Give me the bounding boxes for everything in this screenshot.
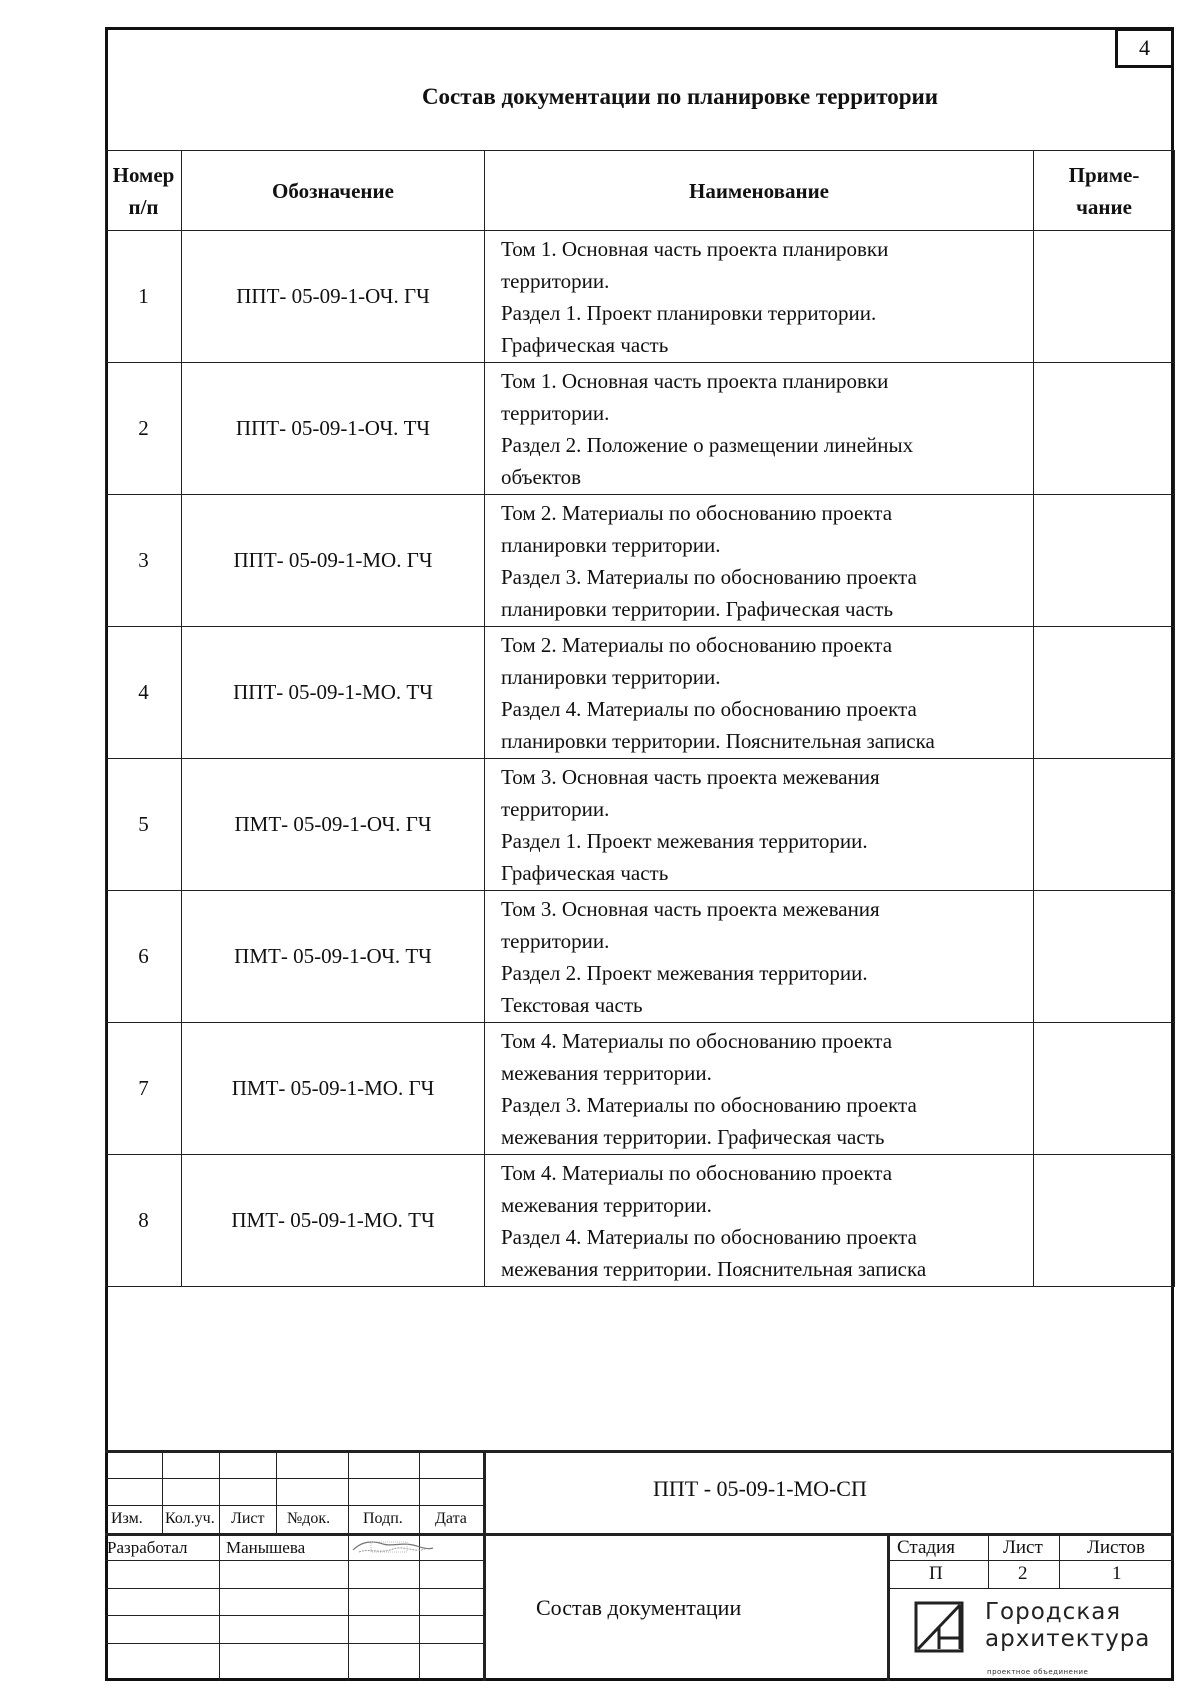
col-list-label: Лист: [231, 1510, 265, 1527]
signature-image: [341, 1536, 441, 1558]
developed-label: Разработал: [107, 1538, 188, 1557]
table-header-row: [106, 151, 1175, 231]
row-name-line: объектов: [501, 465, 582, 489]
col-ndok-label: №док.: [287, 1510, 331, 1527]
row-note: [1034, 759, 1175, 891]
table-row: [106, 891, 1175, 1023]
row-name-line: Том 4. Материалы по обоснованию проекта: [501, 1029, 893, 1053]
row-designation: ППТ- 05-09-1-МО. ГЧ: [182, 495, 485, 627]
developer-name: Манышева: [226, 1538, 306, 1557]
row-name-line: Том 3. Основная часть проекта межевания: [501, 897, 880, 921]
stage-label: Стадия: [897, 1537, 955, 1558]
sheets-label: Листов: [1087, 1537, 1146, 1558]
row-designation: ПМТ- 05-09-1-МО. ТЧ: [182, 1155, 485, 1287]
row-name-line: Раздел 3. Материалы по обоснованию проекта: [501, 1093, 917, 1117]
row-name-line: Графическая часть: [501, 861, 669, 885]
row-designation: ПМТ- 05-09-1-МО. ГЧ: [182, 1023, 485, 1155]
header-number: [106, 151, 182, 231]
row-name-line: планировки территории.: [501, 533, 721, 557]
row-note: [1034, 1023, 1175, 1155]
logo-line1: Городская: [985, 1599, 1122, 1625]
row-name-line: межевания территории.: [501, 1061, 712, 1085]
row-name-line: планировки территории.: [501, 665, 721, 689]
row-name-line: Графическая часть: [501, 333, 669, 357]
col-podp-label: Подп.: [363, 1510, 403, 1527]
header-number-line1: Номер: [112, 162, 175, 187]
composition-table: [105, 150, 1175, 1287]
header-designation: Обозначение: [182, 151, 485, 231]
row-name-line: Том 1. Основная часть проекта планировки: [501, 237, 889, 261]
row-name: [485, 1023, 1034, 1155]
sheet-value: 2: [1018, 1563, 1028, 1584]
row-name: [485, 231, 1034, 363]
table-row: [106, 231, 1175, 363]
row-name-line: Том 3. Основная часть проекта межевания: [501, 765, 880, 789]
row-name: [485, 759, 1034, 891]
row-name: [485, 363, 1034, 495]
header-number-line2: п/п: [128, 194, 159, 219]
header-note-line2: чание: [1076, 194, 1132, 219]
row-designation: ППТ- 05-09-1-МО. ТЧ: [182, 627, 485, 759]
row-name-line: территории.: [501, 401, 610, 425]
row-number: 6: [106, 891, 182, 1023]
row-name-line: планировки территории. Пояснительная записка: [501, 729, 935, 753]
table-row: [106, 363, 1175, 495]
row-name-line: Том 2. Материалы по обоснованию проекта: [501, 633, 893, 657]
row-name-line: Том 1. Основная часть проекта планировки: [501, 369, 889, 393]
row-name-line: межевания территории. Пояснительная записка: [501, 1257, 927, 1281]
row-designation: ППТ- 05-09-1-ОЧ. ГЧ: [182, 231, 485, 363]
company-logo-icon: [913, 1600, 965, 1654]
row-number: 2: [106, 363, 182, 495]
table-row: [106, 1155, 1175, 1287]
row-number: 3: [106, 495, 182, 627]
col-izm-label: Изм.: [111, 1510, 143, 1527]
row-designation: ППТ- 05-09-1-ОЧ. ТЧ: [182, 363, 485, 495]
row-name-line: межевания территории.: [501, 1193, 712, 1217]
row-name-line: территории.: [501, 797, 610, 821]
row-name: [485, 891, 1034, 1023]
row-designation: ПМТ- 05-09-1-ОЧ. ГЧ: [182, 759, 485, 891]
table-row: [106, 495, 1175, 627]
col-kol-uch-label: Кол.уч.: [165, 1510, 215, 1527]
row-note: [1034, 1155, 1175, 1287]
stage-value: П: [929, 1563, 943, 1584]
row-name-line: межевания территории. Графическая часть: [501, 1125, 885, 1149]
row-name: [485, 1155, 1034, 1287]
row-name-line: Раздел 4. Материалы по обоснованию проекта: [501, 1225, 917, 1249]
header-name: Наименование: [485, 151, 1034, 231]
row-name-line: территории.: [501, 269, 610, 293]
row-number: 5: [106, 759, 182, 891]
col-data-label: Дата: [435, 1510, 467, 1527]
table-row: [106, 759, 1175, 891]
row-name-line: территории.: [501, 929, 610, 953]
row-number: 1: [106, 231, 182, 363]
row-note: [1034, 891, 1175, 1023]
table-row: [106, 627, 1175, 759]
document-code: ППТ - 05-09-1-МО-СП: [653, 1476, 867, 1501]
logo-line2: архитектура: [985, 1626, 1151, 1652]
row-name: [485, 627, 1034, 759]
row-number: 8: [106, 1155, 182, 1287]
table-row: [106, 1023, 1175, 1155]
sheet-label: Лист: [1003, 1537, 1043, 1558]
row-name-line: Том 2. Материалы по обоснованию проекта: [501, 501, 893, 525]
row-note: [1034, 627, 1175, 759]
row-designation: ПМТ- 05-09-1-ОЧ. ТЧ: [182, 891, 485, 1023]
header-note: [1034, 151, 1175, 231]
row-number: 7: [106, 1023, 182, 1155]
logo-subtitle: проектное объединение: [987, 1668, 1089, 1676]
row-name-line: Том 4. Материалы по обоснованию проекта: [501, 1161, 893, 1185]
row-note: [1034, 231, 1175, 363]
row-name-line: планировки территории. Графическая часть: [501, 597, 894, 621]
title-block: [105, 1450, 1174, 1681]
row-name-line: Раздел 2. Положение о размещении линейных: [501, 433, 914, 457]
row-name-line: Раздел 2. Проект межевания территории.: [501, 961, 868, 985]
document-title: Состав документации: [536, 1595, 742, 1620]
row-name-line: Текстовая часть: [501, 993, 643, 1017]
page-number: 4: [1115, 28, 1174, 68]
row-note: [1034, 495, 1175, 627]
page-title: Состав документации по планировке территории: [421, 84, 939, 109]
row-note: [1034, 363, 1175, 495]
row-name-line: Раздел 3. Материалы по обоснованию проекта: [501, 565, 917, 589]
header-note-line1: Приме-: [1068, 162, 1140, 187]
row-number: 4: [106, 627, 182, 759]
row-name: [485, 495, 1034, 627]
row-name-line: Раздел 4. Материалы по обоснованию проекта: [501, 697, 917, 721]
row-name-line: Раздел 1. Проект межевания территории.: [501, 829, 868, 853]
row-name-line: Раздел 1. Проект планировки территории.: [501, 301, 877, 325]
sheets-value: 1: [1112, 1563, 1122, 1584]
